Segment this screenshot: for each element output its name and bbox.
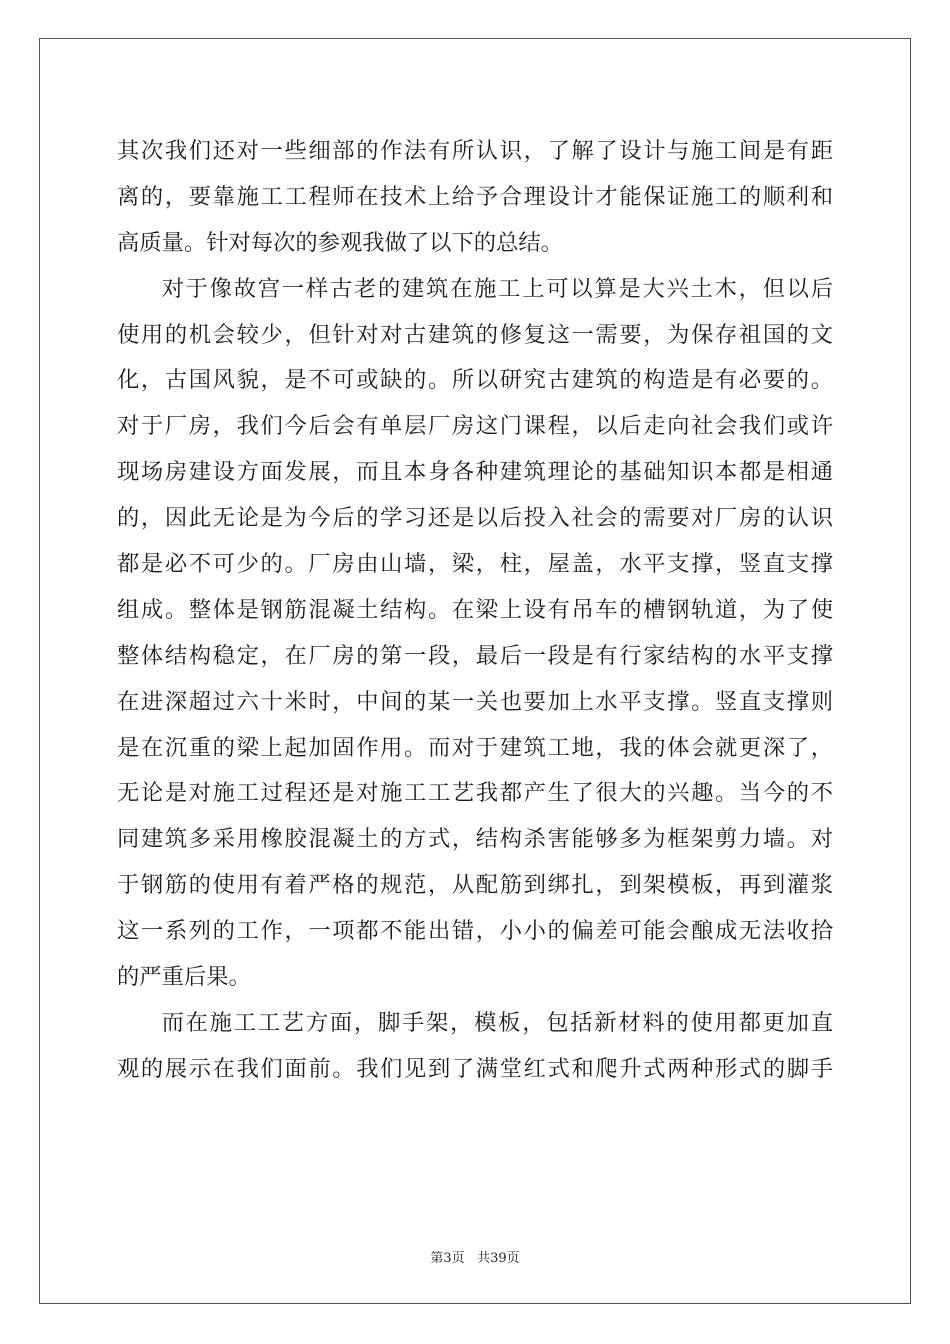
- text-line: 在进深超过六十米时，中间的某一关也要加上水平支撑。竖直支撑则: [117, 688, 833, 715]
- text-line: 使用的机会较少，但针对对古建筑的修复这一需要，为保存祖国的文: [117, 321, 833, 348]
- text-line: 这一系列的工作，一项都不能出错，小小的偏差可能会酿成无法收拾: [117, 918, 833, 945]
- page-footer: [0, 1247, 950, 1266]
- paragraph-2: [117, 267, 833, 1001]
- text-line: 现场房建设方面发展，而且本身各种建筑理论的基础知识本都是相通: [117, 459, 833, 486]
- text-line: 同建筑多采用橡胶混凝土的方式，结构杀害能够多为框架剪力墙。对: [117, 826, 833, 853]
- text-line: 化，古国风貌，是不可或缺的。所以研究古建筑的构造是有必要的。: [117, 367, 833, 394]
- text-line: 于钢筋的使用有着严格的规范，从配筋到绑扎，到架模板，再到灌浆: [117, 872, 833, 899]
- text-line: 高质量。针对每次的参观我做了以下的总结。: [117, 229, 563, 256]
- paragraph-1: [117, 129, 833, 267]
- page-number: 第3页: [430, 1251, 465, 1266]
- text-line: 对于像故宫一样古老的建筑在施工上可以算是大兴土木，但以后: [161, 275, 833, 302]
- text-line: 观的展示在我们面前。我们见到了满堂红式和爬升式两种形式的脚手: [117, 1055, 833, 1082]
- text-line: 都是必不可少的。厂房由山墙，梁，柱，屋盖，水平支撑，竖直支撑: [117, 551, 833, 578]
- text-line: 而在施工工艺方面，脚手架，模板，包括新材料的使用都更加直: [161, 1009, 833, 1036]
- text-line: 无论是对施工过程还是对施工工艺我都产生了很大的兴趣。当今的不: [117, 780, 833, 807]
- text-line: 对于厂房，我们今后会有单层厂房这门课程，以后走向社会我们或许: [117, 413, 833, 440]
- text-line: 整体结构稳定，在厂房的第一段，最后一段是有行家结构的水平支撑: [117, 642, 833, 669]
- document-body: [117, 129, 833, 1093]
- paragraph-3: [117, 1001, 833, 1093]
- text-line: 离的，要靠施工工程师在技术上给予合理设计才能保证施工的顺利和: [117, 183, 833, 210]
- text-line: 组成。整体是钢筋混凝土结构。在梁上设有吊车的槽钢轨道，为了使: [117, 596, 833, 623]
- text-line: 是在沉重的梁上起加固作用。而对于建筑工地，我的体会就更深了，: [117, 734, 833, 761]
- page-total: 共39页: [477, 1251, 520, 1266]
- text-line: 的严重后果。: [117, 964, 251, 991]
- text-line: 其次我们还对一些细部的作法有所认识，了解了设计与施工间是有距: [117, 138, 833, 164]
- text-line: 的，因此无论是为今后的学习还是以后投入社会的需要对厂房的认识: [117, 505, 833, 532]
